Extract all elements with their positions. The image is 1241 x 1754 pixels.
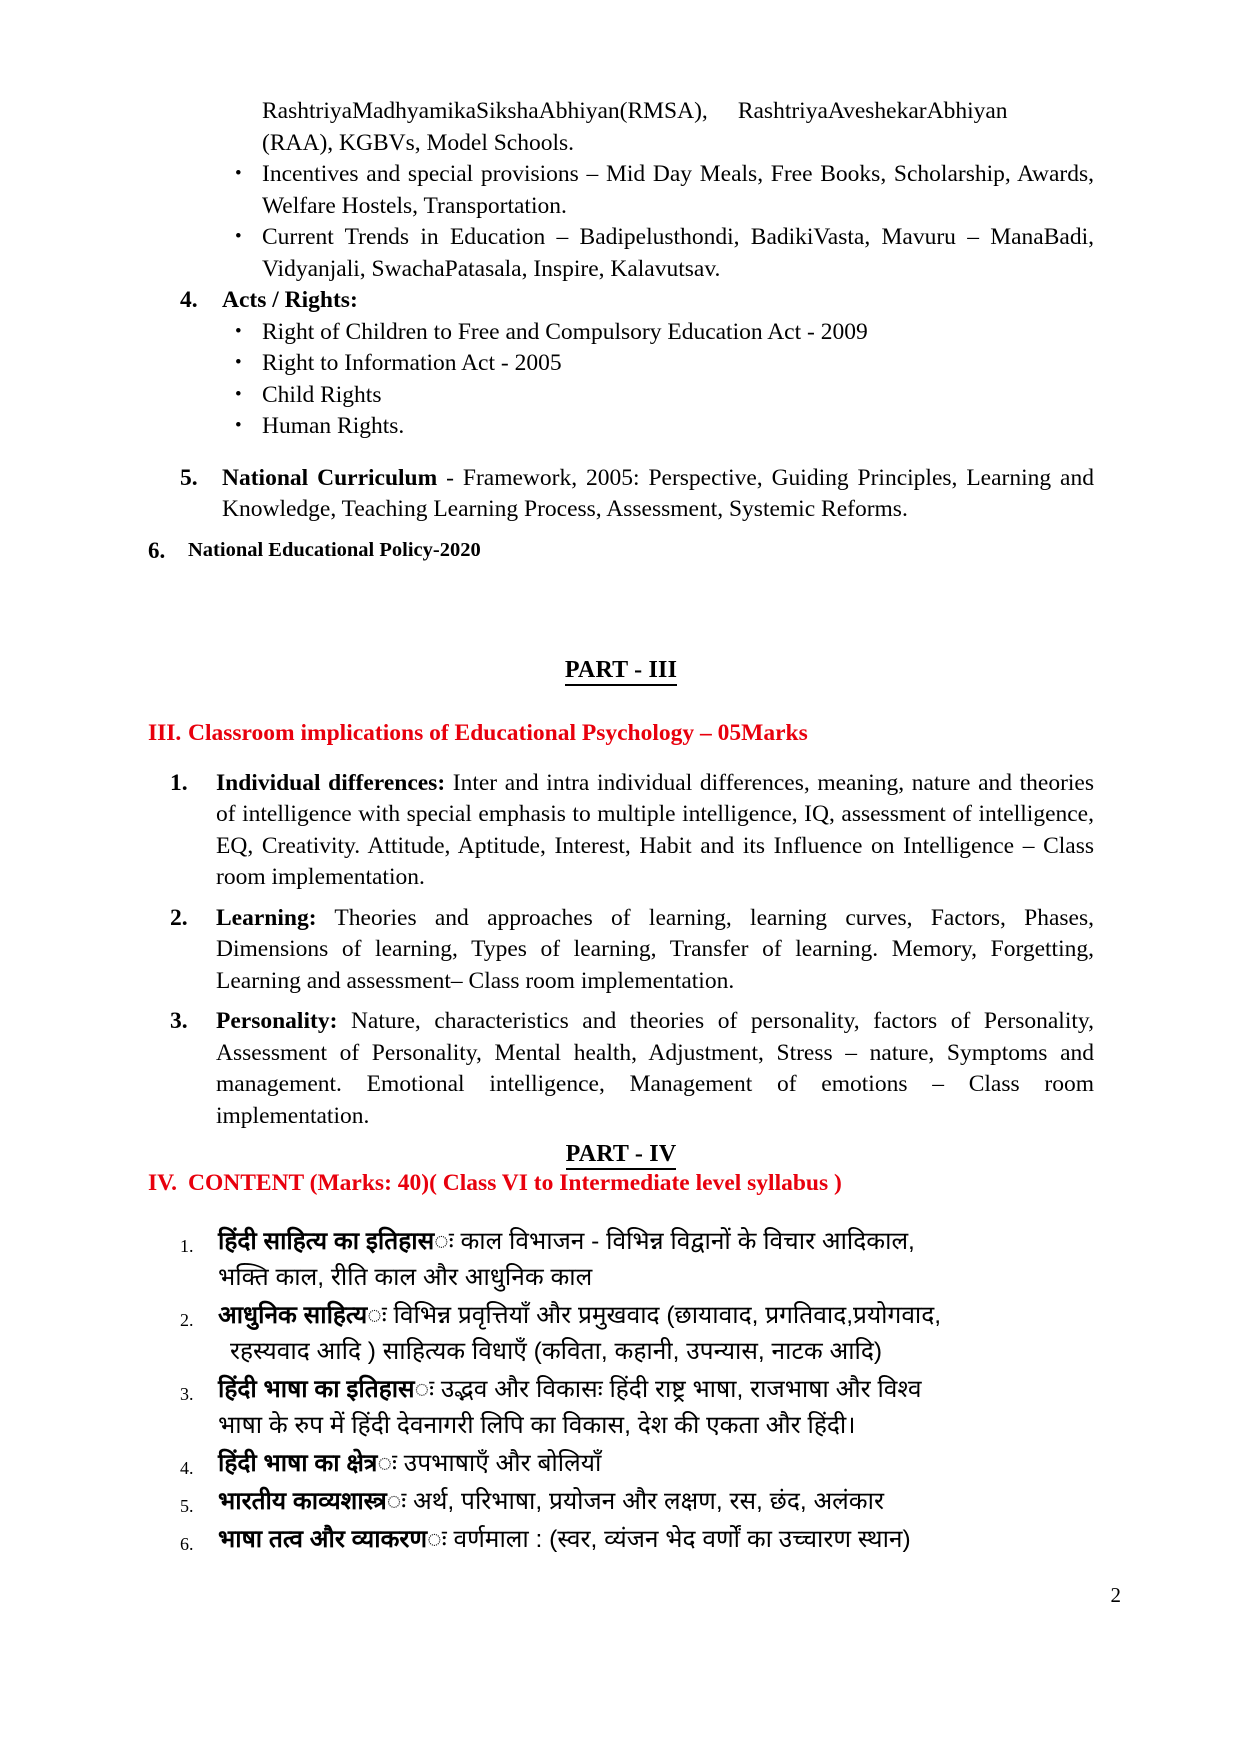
continuation-paragraph (262, 96, 1094, 159)
section-title: Acts / Rights: (222, 287, 358, 313)
page-content (148, 96, 1094, 1560)
item-title: Personality: (216, 1008, 338, 1034)
item-line-1: ः उद्भव और विकासः हिंदी राष्ट्र भाषा, राजभाषा और विश्व (414, 1376, 922, 1403)
page-number: 2 (1110, 1583, 1121, 1607)
spacer (148, 526, 1094, 536)
item-title: हिंदी भाषा का इतिहास (218, 1376, 415, 1403)
part-3-heading-text: PART - III (565, 657, 677, 686)
item-line-2: रहस्यवाद आदि ) साहित्यक विधाएँ (कविता, कहानी, उपन्यास, नाटक आदि) (230, 1338, 883, 1365)
item-body: Nature, characteristics and theories of personality, factors of Personality, Assessment of Personality, Mental health, Adjustment, Stress – nature, Symptoms and management. Emotional intelligence, Management of emotions – Class room implementation. (216, 1008, 1094, 1129)
item-title: Learning: (216, 904, 317, 931)
hindi-item-2 (172, 1298, 1094, 1370)
item-line-1: ः काल विभाजन - विभिन्न विद्वानों के विचार आदिकाल, (434, 1228, 915, 1255)
hindi-item-6 (172, 1522, 1094, 1558)
psychology-item-2 (170, 903, 1094, 998)
continuation-line1-part2: RashtriyaAveshekarAbhiyan (737, 98, 1008, 124)
item-line-1: ः अर्थ, परिभाषा, प्रयोजन और लक्षण, रस, छंद, अलंकार (386, 1488, 884, 1515)
item-line-1: ः वर्णमाला : (स्वर, व्यंजन भेद वर्णों का उच्चारण स्थान) (427, 1526, 911, 1553)
hindi-item-5 (172, 1484, 1094, 1520)
part-4-heading (148, 1141, 1094, 1168)
spacer (148, 684, 1094, 718)
part-4-red-number: IV. (148, 1170, 177, 1196)
hindi-item-4 (172, 1446, 1094, 1482)
part-4-red-title: CONTENT (Marks: 40)( Class VI to Intermediate level syllabus ) (188, 1170, 842, 1196)
list-item: • Current Trends in Education – Badipelusthondi, BadikiVasta, Mavuru – ManaBadi, Vidyanjali, SwachaPatasala, Inspire, Kalavutsav. (231, 222, 1094, 285)
section-national-education-policy (148, 536, 1094, 565)
part-3-red-number: III. (148, 719, 182, 746)
item-line-2: भक्ति काल, रीति काल और आधुनिक काल (218, 1264, 593, 1291)
part-4-red-heading (148, 1168, 1094, 1198)
part-3-red-title: Classroom implications of Educational Psychology – 05Marks (188, 719, 808, 746)
spacer (148, 443, 1094, 463)
item-line-1: ः उपभाषाएँ और बोलियाँ (377, 1450, 602, 1477)
top-bullet-list (148, 159, 1094, 285)
item-body: Inter and intra individual differences, meaning, nature and theories of intelligence with special emphasis to multiple intelligence, IQ, assessment of intelligence, EQ, Creativity. Attitude, Aptitude, Interest, Habit and its Influence on Intelligence – Class room implementation. (216, 769, 1095, 890)
list-item: • Right of Children to Free and Compulsory Education Act - 2009 (231, 317, 1094, 349)
spacer (148, 748, 1094, 768)
continuation-line1-part1: RashtriyaMadhyamikaSikshaAbhiyan(RMSA), (262, 98, 708, 124)
section-title: National Educational Policy-2020 (188, 538, 481, 561)
section-number: 5. (180, 464, 198, 491)
list-item: • Incentives and special provisions – Mid Day Meals, Free Books, Scholarship, Awards, Welfare Hostels, Transportation. (231, 159, 1094, 222)
item-title: हिंदी भाषा का क्षेत्र (218, 1450, 378, 1477)
list-item: • Right to Information Act - 2005 (231, 348, 1094, 380)
item-line-1: ः विभिन्न प्रवृत्तियाँ और प्रमुखवाद (छायावाद, प्रगतिवाद,प्रयोगवाद, (367, 1302, 942, 1329)
section-title: National Curriculum (222, 464, 438, 491)
continuation-line2: (RAA), KGBVs, Model Schools. (262, 129, 575, 156)
item-title: भारतीय काव्यशास्त्र (218, 1488, 387, 1515)
item-line-2: भाषा के रुप में हिंदी देवनागरी लिपि का विकास, देश की एकता और हिंदी। (218, 1412, 856, 1439)
item-title: आधुनिक साहित्य (218, 1302, 368, 1329)
item-number: 2. (170, 904, 188, 931)
item-title: हिंदी साहित्य का इतिहास (218, 1228, 435, 1255)
spacer (148, 565, 1094, 623)
item-number: 1. (170, 769, 188, 796)
psychology-item-3 (170, 1006, 1094, 1132)
section-national-curriculum (180, 463, 1094, 526)
section-body: - Framework, 2005: Perspective, Guiding Principles, Learning and Knowledge, Teaching Learning Process, Assessment, Systemic Reforms. (222, 464, 1094, 522)
part-3-heading (148, 657, 1094, 684)
item-body: Theories and approaches of learning, learning curves, Factors, Phases, Dimensions of learning, Types of learning, Transfer of learning. Memory, Forgetting, Learning and assessment– Class room implementation. (216, 904, 1094, 994)
section-acts-rights (180, 285, 1094, 317)
item-title: Individual differences: (216, 769, 446, 796)
part-4-heading-text: PART - IV (566, 1141, 677, 1170)
item-number: 5. (180, 1496, 194, 1516)
spacer (148, 623, 1094, 657)
item-number: 2. (180, 1310, 194, 1330)
item-number: 3. (180, 1384, 194, 1404)
item-title: भाषा तत्व और व्याकरण (218, 1526, 428, 1553)
section-number: 4. (180, 287, 198, 313)
list-item: • Human Rights. (231, 411, 1094, 443)
item-number: 4. (180, 1458, 194, 1478)
item-number: 3. (170, 1008, 188, 1034)
section-number: 6. (148, 537, 166, 563)
list-item: • Child Rights (231, 380, 1094, 412)
part-3-red-heading (148, 718, 1094, 748)
hindi-item-3 (172, 1372, 1094, 1444)
item-number: 1. (180, 1236, 194, 1256)
hindi-item-1 (172, 1224, 1094, 1296)
psychology-item-1 (170, 768, 1094, 894)
item-number: 6. (180, 1534, 194, 1554)
spacer (148, 1204, 1094, 1224)
acts-rights-bullet-list (148, 317, 1094, 443)
